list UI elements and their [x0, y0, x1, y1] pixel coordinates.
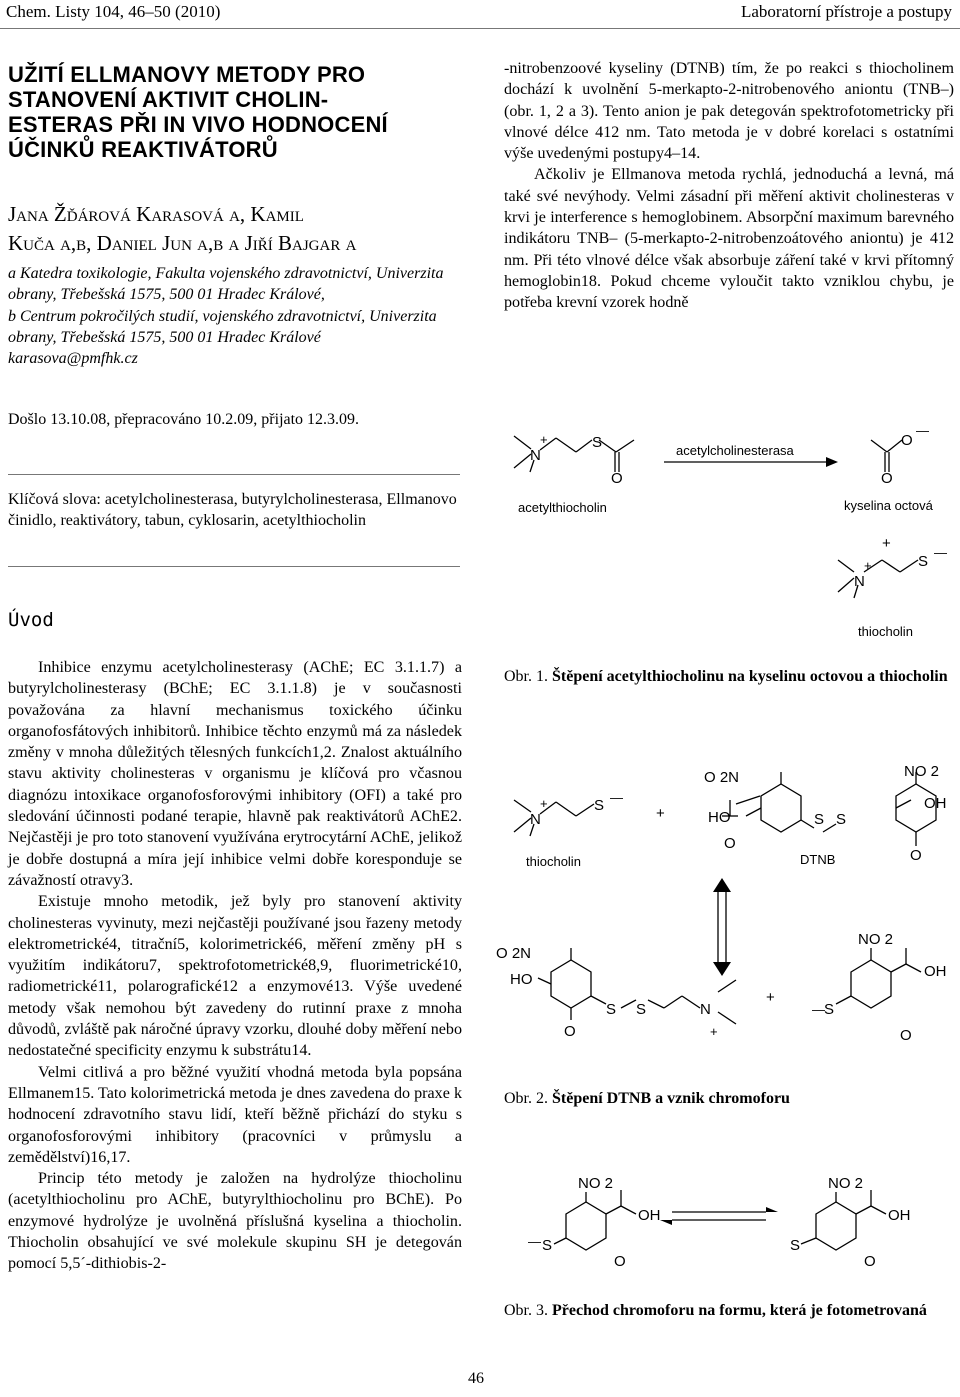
arrow-head — [713, 962, 731, 976]
header-rule — [0, 28, 960, 29]
sulfur-atom: S — [606, 1001, 617, 1018]
sulfur-atom: S — [594, 797, 605, 814]
sulfur-atom: S — [836, 811, 847, 828]
article-title — [8, 62, 468, 162]
bond — [718, 1012, 736, 1024]
bond — [891, 964, 906, 972]
bond — [606, 1206, 621, 1214]
authors-line: Jana Žďárová Karasová a, Kamil — [8, 202, 304, 226]
plus-charge: + — [540, 432, 548, 447]
bond — [823, 824, 836, 832]
nitro-group: NO 2 — [858, 931, 894, 948]
sulfur-atom: S — [790, 1237, 801, 1254]
plus-sign: + — [766, 989, 775, 1006]
hydroxyl-group: OH — [888, 1207, 911, 1224]
bond — [838, 560, 854, 572]
reactant-label: DTNB — [800, 852, 836, 867]
bond — [576, 440, 592, 452]
hydroxyl-group: OH — [638, 1207, 661, 1224]
minus-charge: — — [528, 1234, 541, 1249]
product-label: kyselina octová — [844, 498, 933, 513]
figure-2-scheme — [496, 752, 960, 1062]
minus-charge: — — [916, 423, 929, 438]
title-line: STANOVENÍ AKTIVIT CHOLIN- — [8, 87, 329, 112]
caption-title: Štěpení acetylthiocholinu na kyselinu octovou a thiocholin — [552, 668, 948, 685]
affiliation-b: b Centrum pokročilých studií, vojenského zdravotnictví, Univerzita obrany, Třebešská 1575, 500 01 Hradec Králové — [8, 307, 437, 346]
figure-3-scheme — [496, 1170, 960, 1290]
title-line: ÚČINKŮ REAKTIVÁTORŮ — [8, 137, 278, 162]
bond — [648, 1000, 664, 1008]
title-line: UŽITÍ ELLMANOVY METODY PRO — [8, 62, 366, 87]
paragraph: Princip této metody je založen na hydrolýze thiocholinu (acetylthiocholinu pro AChE, butyrylthiocholinu pro BChE). Po enzymové hydrolýze je uvolněná příslušná kyselina a thiocholin. Thiocholin obsahující ve své molekule skupinu SH je detegován pomocí 5,5´-dithiobis-2- — [8, 1170, 462, 1273]
caption-prefix: Obr. 3. — [504, 1302, 548, 1319]
bond — [887, 440, 902, 452]
plus-sign: + — [656, 805, 665, 822]
bond — [514, 818, 531, 832]
hydroxyl-group: OH — [924, 963, 947, 980]
hydroxyl-group: HO — [510, 971, 533, 988]
oxygen-atom: O — [881, 470, 893, 487]
bond — [856, 1206, 871, 1214]
paragraph: Velmi citlivá a pro běžné využití vhodná metoda byla popsána Ellmanem15. Tato kolorimetrická metoda je dnes zavedena do praxe k hodnocení zdravotního stavu lidí, kteří běžně přichází do styku s organofosforovými inhibitory (pracovníci v průmyslu a zemědělství)16,17. — [8, 1063, 462, 1166]
nitro-group: NO 2 — [904, 763, 940, 780]
product-label: thiocholin — [858, 624, 913, 639]
nitro-group: NO 2 — [578, 1175, 614, 1192]
bond — [514, 800, 531, 812]
sulfur-atom: S — [814, 811, 825, 828]
authors-line: Kuča a,b, Daniel Jun a,b a Jiří Bajgar a — [8, 231, 357, 255]
nitrogen-atom: N — [530, 447, 541, 464]
minus-charge: — — [610, 790, 623, 805]
bond — [882, 560, 900, 572]
bond — [896, 800, 911, 808]
plus-charge: + — [540, 796, 548, 811]
nitrogen-atom: N — [530, 811, 541, 828]
plus-charge: + — [710, 1024, 718, 1039]
hydroxyl-group: OH — [924, 795, 947, 812]
oxygen-atom: O — [900, 1027, 912, 1044]
sulfur-atom: S — [918, 553, 929, 570]
bond — [621, 1000, 636, 1008]
bond — [514, 436, 531, 449]
bond — [871, 1206, 886, 1214]
bond — [514, 454, 531, 468]
bond — [556, 438, 576, 452]
arrow-head — [826, 457, 838, 467]
keywords-top-rule — [8, 474, 460, 475]
intro-heading: Úvod — [8, 609, 54, 631]
oxygen-atom: O — [614, 1253, 626, 1270]
paragraph: -nitrobenzoové kyseliny (DTNB) tím, že po reakci s thiocholinem dochází k uvolnění 5-merkapto-2-nitrobenového aniontu (TNB–) (obr. 1, 2 a 3). Tento anion je pak detegován spektrofotometricky při vlnové délce 412 nm. Tato metoda je v dobré korelaci s ostatními výše uvedenými postupy4–14. — [504, 60, 954, 163]
caption-title: Přechod chromoforu na formu, která je fotometrovaná — [552, 1302, 927, 1319]
bond — [616, 440, 634, 452]
arrow-head — [766, 1207, 778, 1212]
nitro-group: O 2N — [496, 945, 532, 962]
bond — [718, 980, 736, 992]
right-column — [504, 58, 954, 314]
paragraph: Existuje mnoho metodik, jež byly pro stanovení aktivity cholinesteras vyvinuty, mezi nejčastěji používané jsou řazeny metody elektrometrické4, titrační5, kolorimetrické6, měření změny pH s využitím indikátoru7, spektrofotometrické8,9, fluorimetrické10, radiometrické11, polarografické12 a enzymové13. Výše uvedené metody však nemohou být zavedeny do rutinní praxe z mnoha důvodů, zvláště pak náročné úpravy vzorku, dlouhé doby měření nebo nedostatečné specificity enzymu k substrátu14. — [8, 893, 462, 1060]
paragraph: Inhibice enzymu acetylcholinesterasy (AChE; EC 3.1.1.7) a butyrylcholinesterasy (BChE; EC 3.1.1.8) je v současnosti považována za hlavní mechanismus toxického účinku organofosfátových inhibitorů. Inhibice těchto enzymů má za následek změny v mnoha důležitých tělesných funkcích1,2. Znalost aktuálního stavu aktivity cholinesteras v organismu je klíčová pro včasnou diagnózu intoxikace organofosforovými inhibitory (OFI) a také pro sledování účinnosti podané terapie, hlavně pak reaktivátorů AChE2. Nejčastěji je pro toto stanovení využívána erytrocytární AChE, jelikož je dobře dostupná a míra její inhibice velmi dobře koresponduje se závažností otravy3. — [8, 659, 462, 889]
minus-charge: — — [812, 1002, 825, 1017]
bond — [906, 964, 921, 972]
bond — [591, 996, 606, 1004]
email[interactable]: karasova@pmfhk.cz — [8, 350, 138, 368]
bond — [556, 802, 576, 816]
paragraph: Ačkoliv je Ellmanova metoda rychlá, jednoduchá a levná, má také své nevýhody. Velmi zásadní při měření aktivit cholinesteras v krvi je interference s hemoglobinem. Absorpční maximum barevného indikátoru TNB– (5-merkapto-2-nitrobenzoátového aniontu) je 412 nm. Při této vlnové délce však absorbuje záření také v krvi přítomný hemoglobin18. Pokud chceme vyloučit takto vzniklou chybu, je potřeba krevní vzorek hodně — [504, 166, 954, 312]
journal-header: Chem. Listy 104, 46–50 (2010) — [6, 2, 221, 21]
benzene-ring — [761, 784, 801, 832]
bond — [736, 796, 760, 804]
bond — [621, 1206, 636, 1214]
sulfur-atom: S — [824, 1001, 835, 1018]
benzene-ring — [851, 960, 891, 1008]
affiliations — [8, 263, 470, 369]
minus-charge: — — [934, 545, 947, 560]
bond — [838, 578, 854, 592]
benzene-ring — [551, 960, 591, 1008]
reactant-label: acetylthiocholin — [518, 500, 607, 515]
keywords: Klíčová slova: acetylcholinesterasa, butyrylcholinesterasa, Ellmanovo činidlo, reaktivátory, tabun, cyklosarin, acetylthiocholin — [8, 491, 457, 529]
figure-1-scheme — [496, 420, 960, 650]
nitrogen-atom: N — [700, 1001, 711, 1018]
benzene-ring — [566, 1202, 606, 1250]
nitro-group: O 2N — [704, 769, 740, 786]
bond — [746, 808, 761, 816]
arrow-head — [660, 1220, 672, 1225]
title-line: ESTERAS PŘI IN VIVO HODNOCENÍ — [8, 112, 388, 137]
left-column — [8, 657, 462, 1275]
oxygen-atom: O — [611, 470, 623, 487]
oxygen-atom: O — [901, 432, 913, 449]
bond — [576, 804, 594, 816]
affiliation-a: a Katedra toxikologie, Fakulta vojenského zdravotnictví, Univerzita obrany, Třebešská 1575, 500 01 Hradec Králové, — [8, 265, 444, 304]
benzene-ring — [816, 1202, 856, 1250]
enzyme-label: acetylcholinesterasa — [676, 443, 794, 458]
bond — [801, 820, 814, 828]
oxygen-atom: O — [564, 1023, 576, 1040]
sulfur-atom: S — [542, 1237, 553, 1254]
bond — [554, 1238, 566, 1244]
oxygen-atom: O — [864, 1253, 876, 1270]
section-header: Laboratorní přístroje a postupy — [740, 2, 952, 21]
bond — [538, 978, 551, 984]
keywords-bottom-rule — [8, 566, 460, 567]
figure-2-caption — [504, 1088, 790, 1109]
caption-prefix: Obr. 2. — [504, 1090, 548, 1107]
bond — [801, 1238, 816, 1244]
page-number: 46 — [468, 1370, 484, 1387]
sulfur-atom: S — [592, 434, 603, 451]
nitro-group: NO 2 — [828, 1175, 864, 1192]
bond — [871, 440, 887, 452]
plus-sign: + — [882, 535, 891, 552]
caption-title: Štěpení DTNB a vznik chromoforu — [552, 1090, 790, 1107]
figure-1-caption — [504, 666, 956, 687]
sulfur-atom: S — [636, 1001, 647, 1018]
oxygen-atom: O — [910, 847, 922, 864]
plus-charge: + — [864, 558, 872, 573]
received-dates: Došlo 13.10.08, přepracováno 10.2.09, přijato 12.3.09. — [8, 411, 360, 428]
hydroxyl-group: HO — [708, 809, 731, 826]
authors — [8, 200, 468, 258]
figure-3-caption — [504, 1300, 956, 1321]
nitrogen-atom: N — [854, 573, 865, 590]
arrow-head — [713, 878, 731, 892]
bond — [900, 560, 918, 572]
bond — [664, 996, 682, 1008]
caption-prefix: Obr. 1. — [504, 668, 548, 685]
oxygen-atom: O — [724, 835, 736, 852]
bond — [836, 996, 851, 1004]
bond — [682, 996, 700, 1008]
reactant-label: thiocholin — [526, 854, 581, 869]
